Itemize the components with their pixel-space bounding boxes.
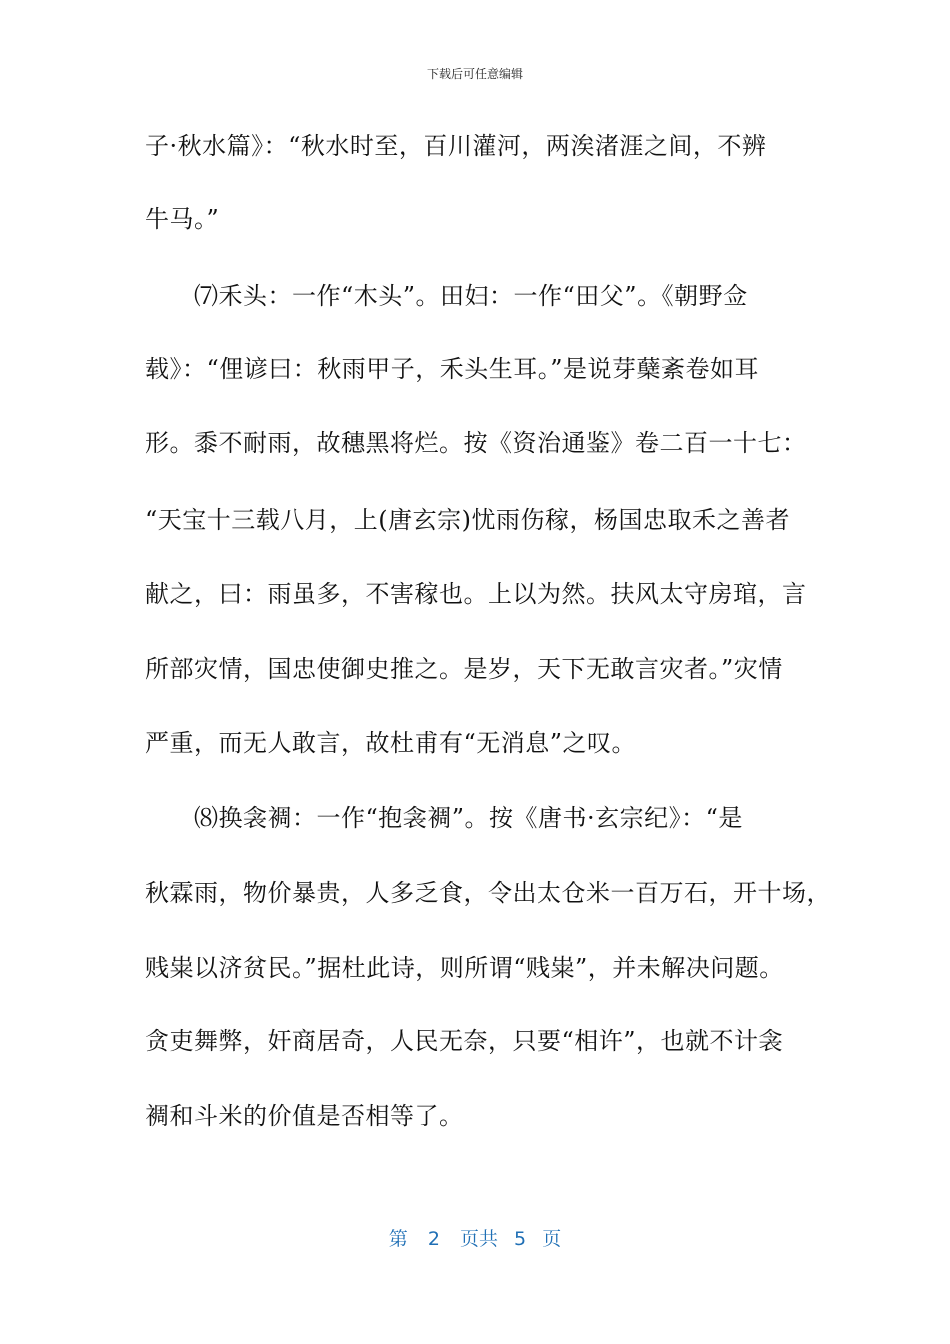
text-line: 严重，而无人敢言，故杜甫有“无消息”之叹。 — [145, 729, 637, 757]
page-prefix: 第 — [388, 1228, 408, 1250]
page-total: 5 — [514, 1228, 527, 1250]
page-number: 2 — [427, 1228, 440, 1250]
page-mid: 页共 — [459, 1228, 498, 1250]
page-header: 下载后可任意编辑 — [426, 67, 523, 81]
text-line: 秋霖雨，物价暴贵，人多乏食，令出太仓米一百万石，开十场， — [145, 879, 831, 907]
text-line: 献之，曰：雨虽多，不害稼也。上以为然。扶风太守房琯，言 — [145, 580, 807, 608]
page-suffix: 页 — [542, 1228, 562, 1250]
text-line: ⑻换衾裯：一作“抱衾裯”。按《唐书·玄宗纪》：“是 — [145, 804, 743, 832]
text-line: 形。黍不耐雨，故穗黑将烂。按《资治通鉴》卷二百一十七： — [145, 429, 807, 457]
text-line: 子·秋水篇》：“秋水时至，百川灌河，两涘渚涯之间，不辨 — [145, 132, 767, 160]
text-line: ⑺禾头：一作“木头”。田妇：一作“田父”。《朝野佥 — [145, 282, 748, 310]
text-line: 载》：“俚谚曰：秋雨甲子，禾头生耳。”是说芽蘖紊卷如耳 — [145, 355, 760, 383]
text-line: “天宝十三载八月，上(唐玄宗)忧雨伤稼，杨国忠取禾之善者 — [145, 506, 790, 534]
text-line: 贱粜以济贫民。”据杜此诗，则所谓“贱粜”，并未解决问题。 — [145, 954, 784, 982]
text-line: 所部灾情，国忠使御史推之。是岁，天下无敢言灾者。”灾情 — [145, 655, 783, 683]
page-footer — [0, 1226, 950, 1252]
text-line: 裯和斗米的价值是否相等了。 — [145, 1102, 464, 1130]
text-line: 贪吏舞弊，奸商居奇，人民无奈，只要“相许”，也就不计衾 — [145, 1027, 784, 1055]
text-line: 牛马。” — [145, 205, 220, 233]
